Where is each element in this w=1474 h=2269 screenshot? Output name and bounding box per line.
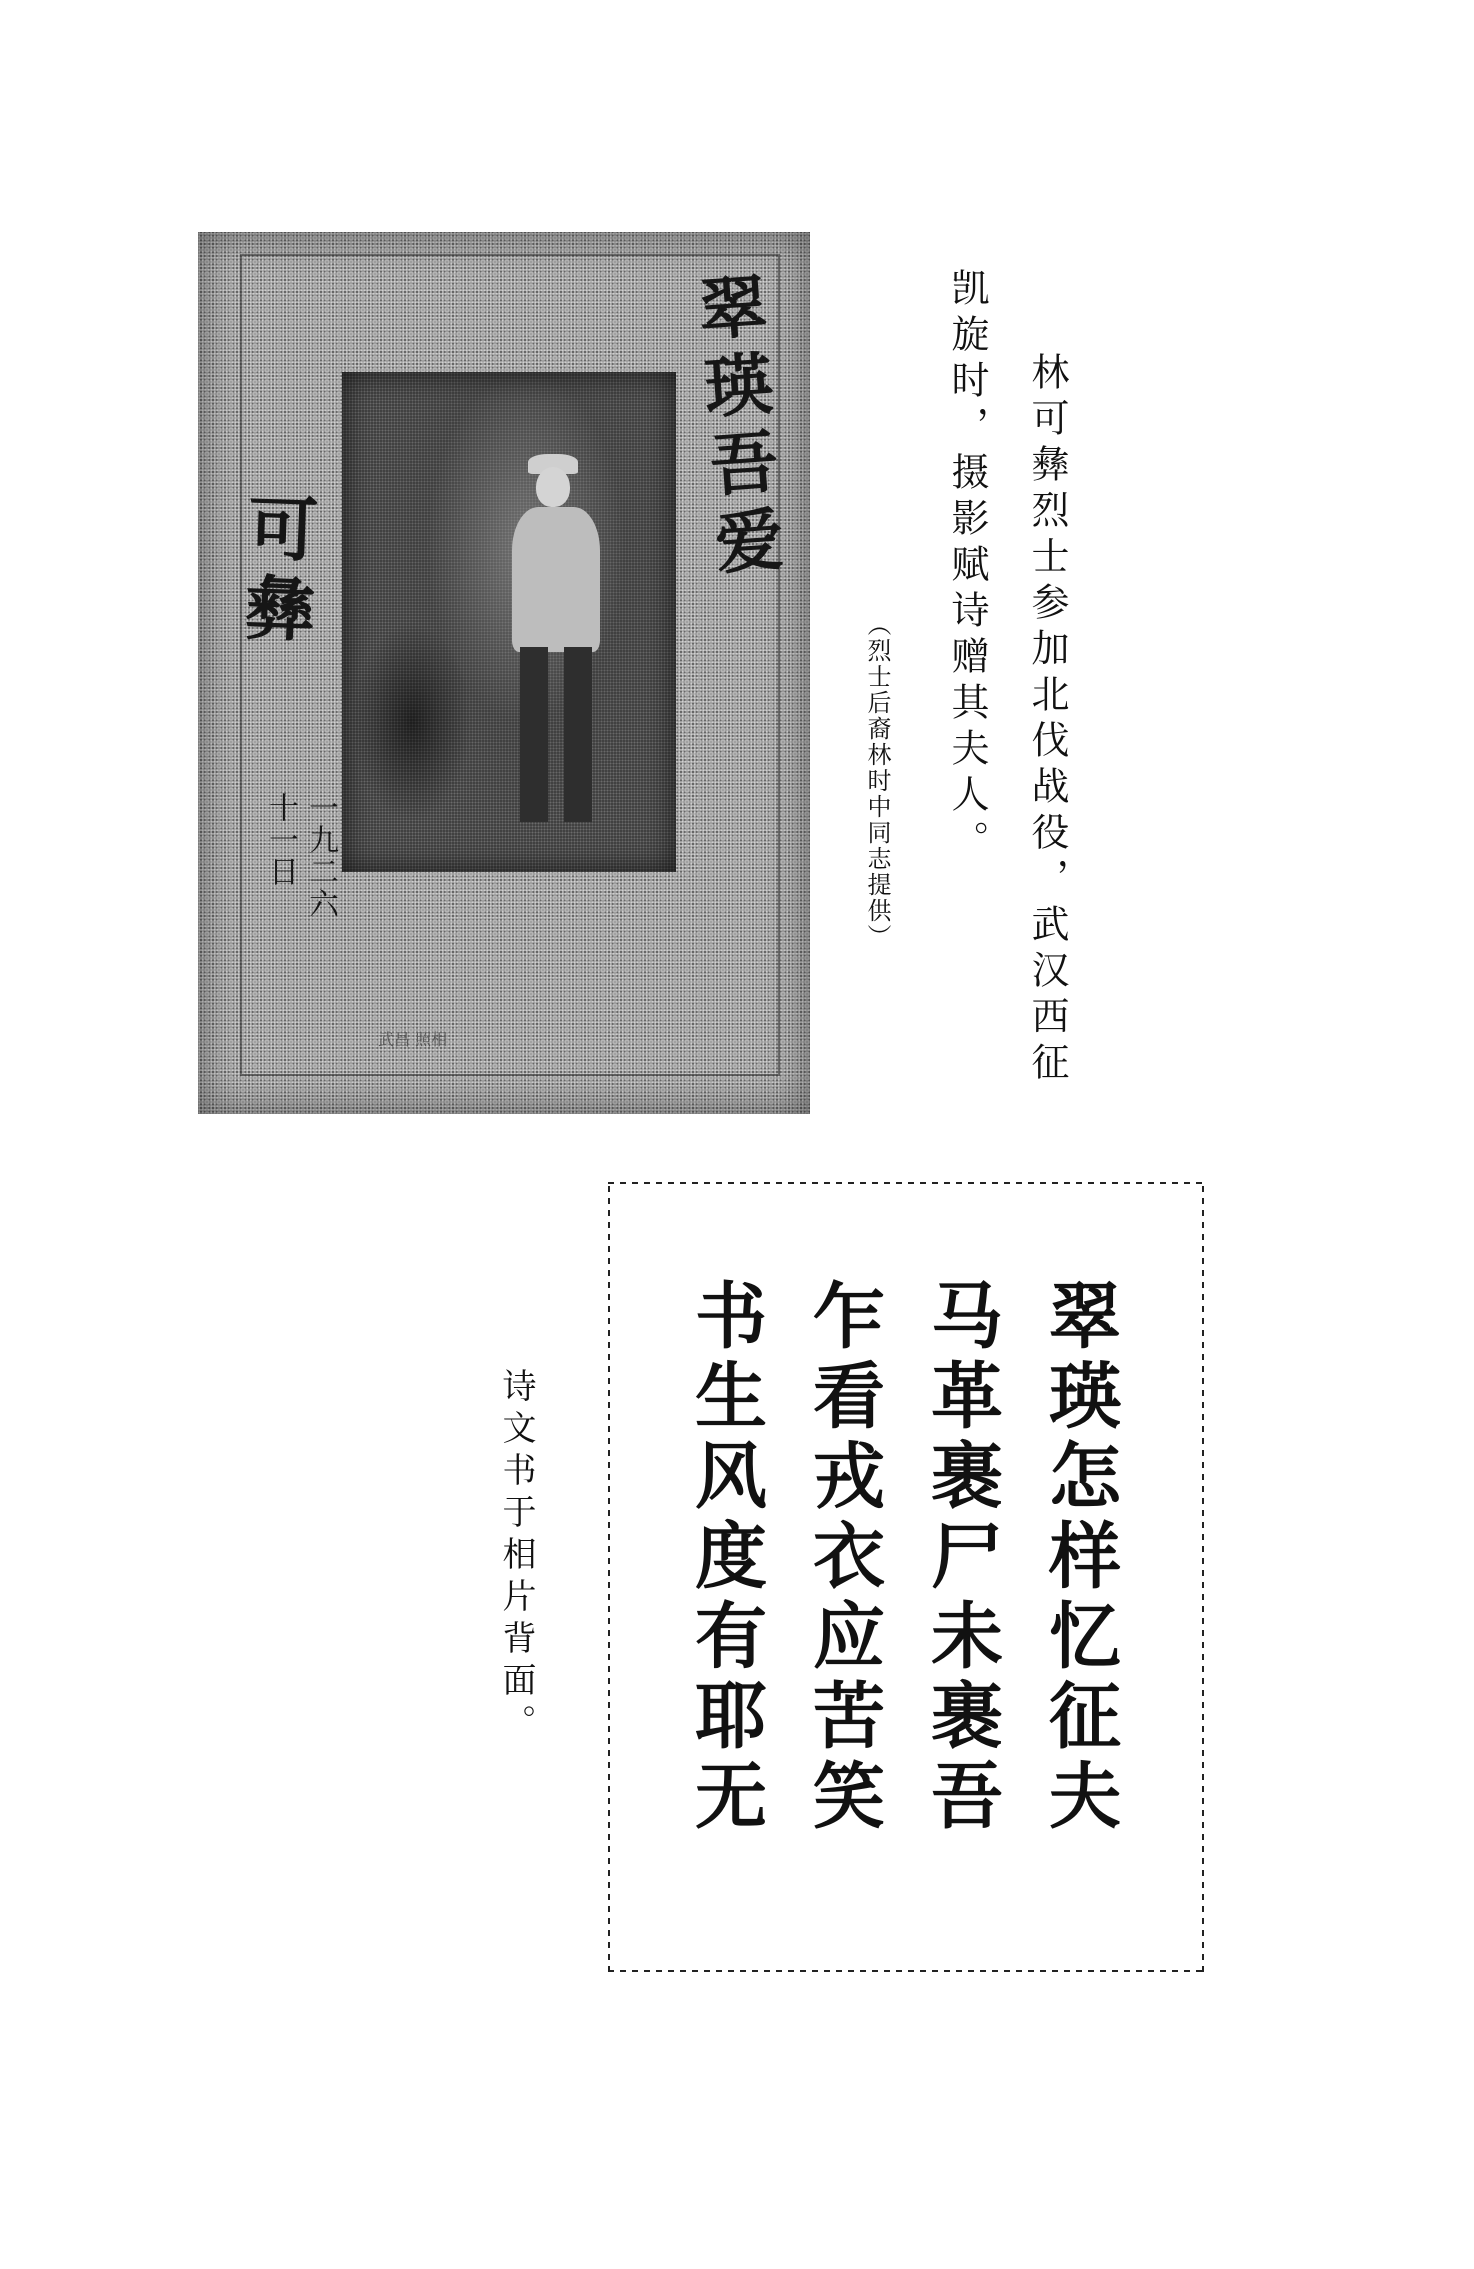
poem-card <box>608 1182 1204 1972</box>
photo-caption-credit: （烈士后裔林时中同志提供） <box>863 612 891 950</box>
poem-line-4: 书生风度有耶无 <box>683 1278 768 1838</box>
poem-line-2: 马革裹尸未裹吾 <box>919 1278 1004 1838</box>
photo-handwritten-date: 一九二六 <box>303 792 338 920</box>
photo-studio-stamp: 武昌 照相 <box>378 1030 448 1049</box>
soldier-leg-left <box>520 647 548 822</box>
photo-caption-line-1: 林可彝烈士参加北伐战役，武汉西征 <box>1025 352 1069 1088</box>
poem-line-3: 乍看戎衣应苦笑 <box>801 1278 886 1838</box>
soldier-head <box>536 467 570 507</box>
photo-caption-line-2: 凯旋时，摄影赋诗赠其夫人。 <box>945 268 989 866</box>
poem-line-1: 翠瑛怎样忆征夫 <box>1037 1278 1122 1838</box>
poem-caption: 诗文书于相片背面。 <box>496 1368 536 1746</box>
historical-photograph <box>198 232 810 1114</box>
photo-handwritten-signature: 可彝 <box>232 490 321 654</box>
photo-shadow <box>352 622 472 822</box>
soldier-uniform <box>512 507 600 652</box>
photo-handwritten-title: 翠瑛吾爱 <box>685 269 787 587</box>
portrait-image <box>342 372 676 872</box>
poem-text <box>666 1278 1138 1838</box>
photo-handwritten-date-2: 十一日 <box>263 792 298 888</box>
soldier-leg-right <box>564 647 592 822</box>
